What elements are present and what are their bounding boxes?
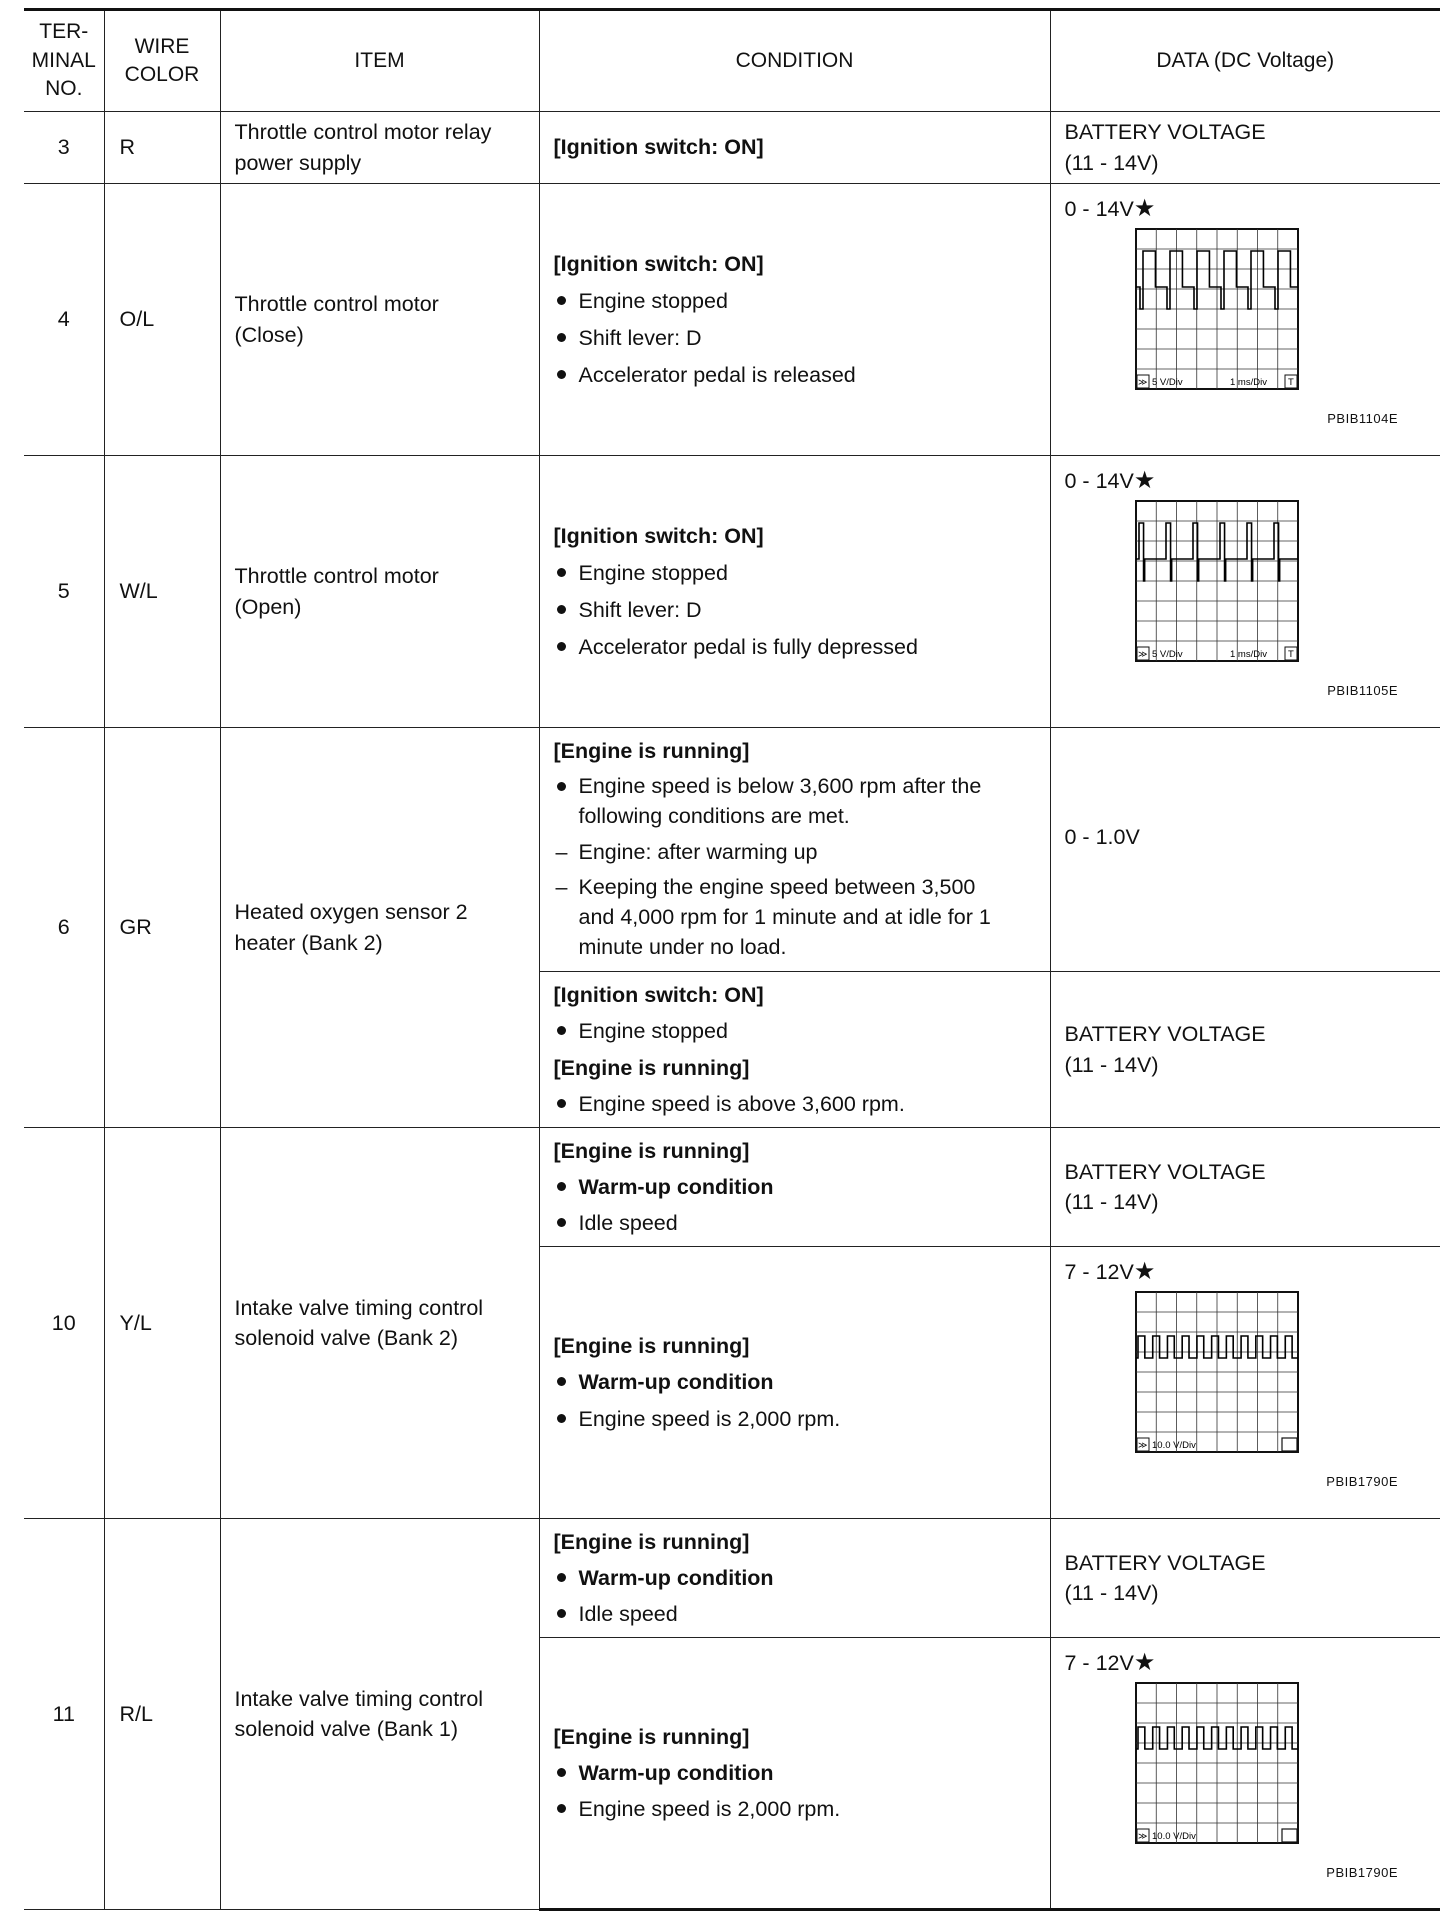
condition-bullet: Warm-up condition <box>554 1758 1036 1788</box>
terminal-number: 6 <box>24 728 104 1128</box>
data-line: BATTERY VOLTAGE <box>1064 1550 1266 1575</box>
scope-arrow-icon: ≫ <box>1137 1441 1147 1452</box>
condition-cell <box>539 1638 1050 1910</box>
header-item: ITEM <box>220 10 539 112</box>
table-row-terminal-3 <box>24 112 1440 184</box>
condition-bullet: Warm-up condition <box>554 1367 1036 1397</box>
condition-bullet: Engine speed is above 3,600 rpm. <box>554 1089 1036 1119</box>
item-line: Throttle control motor <box>234 292 439 317</box>
data-line: BATTERY VOLTAGE <box>1064 120 1266 145</box>
scope-blank-box <box>1282 1438 1297 1451</box>
figure-code: PBIB1105E <box>1327 683 1398 699</box>
condition-cell <box>539 1519 1050 1638</box>
condition-cell <box>539 972 1050 1128</box>
condition-cell <box>539 112 1050 184</box>
wire-color: R <box>104 112 220 184</box>
data-cell <box>1050 112 1440 184</box>
item-text: Throttle control motor relay power supply <box>220 112 539 184</box>
oscilloscope-waveform <box>1135 228 1301 408</box>
scope-arrow-icon: ≫ <box>1137 378 1147 389</box>
condition-heading: [Ignition switch: ON] <box>553 251 764 276</box>
condition-heading: [Engine is running] <box>553 1334 750 1359</box>
table-row-terminal-6 <box>24 728 1440 972</box>
condition-heading: [Ignition switch: ON] <box>553 523 764 548</box>
data-cell <box>1050 728 1440 972</box>
condition-bullet: Idle speed <box>554 1599 1036 1629</box>
data-cell <box>1050 456 1440 728</box>
wire-color: GR <box>104 728 220 1128</box>
terminal-number: 3 <box>24 112 104 184</box>
condition-bullet: Engine speed is 2,000 rpm. <box>554 1404 1036 1434</box>
wire-color: O/L <box>104 184 220 456</box>
data-cell <box>1050 1638 1440 1910</box>
condition-cell <box>539 456 1050 728</box>
condition-cell <box>539 1247 1050 1519</box>
ecm-terminal-table <box>24 8 1440 1911</box>
star-icon: ★ <box>1133 467 1156 494</box>
condition-bullet: Engine stopped <box>554 558 1036 588</box>
scope-arrow-icon: ≫ <box>1137 1832 1147 1843</box>
waveform-value: 0 - 14V★ <box>1064 195 1156 222</box>
data-cell <box>1050 1247 1440 1519</box>
condition-bullet: Shift lever: D <box>554 595 1036 625</box>
condition-heading: [Ignition switch: ON] <box>553 135 764 160</box>
condition-bullet: Accelerator pedal is fully depressed <box>554 632 1036 662</box>
scope-volt-div: 10.0 V/Div <box>1151 1440 1196 1452</box>
scope-time-div: 1 ms/Div <box>1229 649 1267 661</box>
figure-code: PBIB1790E <box>1326 1865 1398 1881</box>
terminal-number: 5 <box>24 456 104 728</box>
condition-bullet: Engine speed is 2,000 rpm. <box>554 1794 1036 1824</box>
table-row-terminal-10 <box>24 1128 1440 1247</box>
wire-color: R/L <box>104 1519 220 1910</box>
wire-color: W/L <box>104 456 220 728</box>
oscilloscope-waveform <box>1135 1682 1301 1862</box>
condition-subitem: – Keeping the engine speed between 3,500 and 4,000 rpm for 1 minute and at idle for 1 minute under no load. <box>554 873 1036 962</box>
data-cell <box>1050 1128 1440 1247</box>
item-line: Intake valve timing control <box>234 1686 484 1711</box>
condition-bullet: Warm-up condition <box>554 1172 1036 1202</box>
condition-heading: [Engine is running] <box>553 1529 750 1554</box>
header-wire-color: WIRE COLOR <box>104 10 220 112</box>
data-line: (11 - 14V) <box>1064 1190 1159 1214</box>
star-icon: ★ <box>1133 1649 1156 1676</box>
waveform-value: 7 - 12V★ <box>1064 1258 1156 1285</box>
condition-cell <box>539 1128 1050 1247</box>
item-line: (Open) <box>234 594 302 619</box>
item-line: (Close) <box>234 322 304 347</box>
condition-cell <box>539 728 1050 972</box>
condition-bullet: Idle speed <box>554 1208 1036 1238</box>
scope-arrow-icon: ≫ <box>1137 650 1147 661</box>
oscilloscope-waveform <box>1135 1291 1301 1471</box>
condition-bullet: Warm-up condition <box>554 1563 1036 1593</box>
figure-code: PBIB1790E <box>1326 1474 1398 1490</box>
condition-cell <box>539 184 1050 456</box>
item-text <box>220 456 539 728</box>
data-cell <box>1050 184 1440 456</box>
table-row-terminal-4 <box>24 184 1440 456</box>
data-line: (11 - 14V) <box>1064 1581 1159 1605</box>
item-line: Throttle control motor <box>234 564 439 589</box>
condition-subitem: – Engine: after warming up <box>554 838 1036 868</box>
condition-heading: [Engine is running] <box>553 738 750 763</box>
oscilloscope-waveform <box>1135 500 1301 680</box>
condition-bullet: Accelerator pedal is released <box>554 360 1036 390</box>
item-text <box>220 728 539 1128</box>
item-text <box>220 184 539 456</box>
waveform-value: 0 - 14V★ <box>1064 467 1156 494</box>
star-icon: ★ <box>1133 195 1156 222</box>
condition-heading: [Engine is running] <box>553 1724 750 1749</box>
waveform-value: 7 - 12V★ <box>1064 1649 1156 1676</box>
condition-bullet: Engine stopped <box>554 1016 1036 1046</box>
terminal-number: 11 <box>24 1519 104 1910</box>
condition-heading: [Ignition switch: ON] <box>553 983 764 1008</box>
header-row <box>24 10 1440 112</box>
item-text <box>220 1128 539 1519</box>
data-cell <box>1050 1519 1440 1638</box>
table-row-terminal-5 <box>24 456 1440 728</box>
scope-volt-div: 10.0 V/Div <box>1151 1831 1196 1843</box>
data-line: BATTERY VOLTAGE <box>1064 1022 1266 1047</box>
scope-volt-div: 5 V/Div <box>1151 377 1183 389</box>
data-line: (11 - 14V) <box>1064 1052 1159 1077</box>
star-icon: ★ <box>1133 1258 1156 1285</box>
condition-heading: [Engine is running] <box>553 1138 750 1163</box>
scope-time-div: 1 ms/Div <box>1229 377 1267 389</box>
data-value: 0 - 1.0V <box>1064 825 1140 849</box>
data-line: BATTERY VOLTAGE <box>1064 1159 1266 1184</box>
condition-bullet: Shift lever: D <box>554 323 1036 353</box>
condition-bullet: Engine stopped <box>554 286 1036 316</box>
header-data: DATA (DC Voltage) <box>1050 10 1440 112</box>
item-line: Heated oxygen sensor 2 <box>234 900 468 925</box>
item-line: Intake valve timing control <box>234 1295 484 1320</box>
table-row-terminal-11 <box>24 1519 1440 1638</box>
data-line: (11 - 14V) <box>1064 150 1159 175</box>
scope-volt-div: 5 V/Div <box>1151 649 1183 661</box>
header-terminal: TER- MINAL NO. <box>24 10 104 112</box>
terminal-number: 4 <box>24 184 104 456</box>
condition-heading: [Engine is running] <box>553 1055 750 1080</box>
item-line: solenoid valve (Bank 2) <box>234 1326 458 1350</box>
data-cell <box>1050 972 1440 1128</box>
scope-trigger-icon: T <box>1287 649 1294 661</box>
item-line: heater (Bank 2) <box>234 930 383 955</box>
figure-code: PBIB1104E <box>1327 411 1398 427</box>
terminal-number: 10 <box>24 1128 104 1519</box>
item-text <box>220 1519 539 1910</box>
scope-blank-box <box>1282 1829 1297 1842</box>
condition-bullet: Engine speed is below 3,600 rpm after the following conditions are met. <box>554 772 1036 831</box>
item-line: solenoid valve (Bank 1) <box>234 1717 458 1741</box>
header-condition: CONDITION <box>539 10 1050 112</box>
wire-color: Y/L <box>104 1128 220 1519</box>
scope-trigger-icon: T <box>1287 377 1294 389</box>
